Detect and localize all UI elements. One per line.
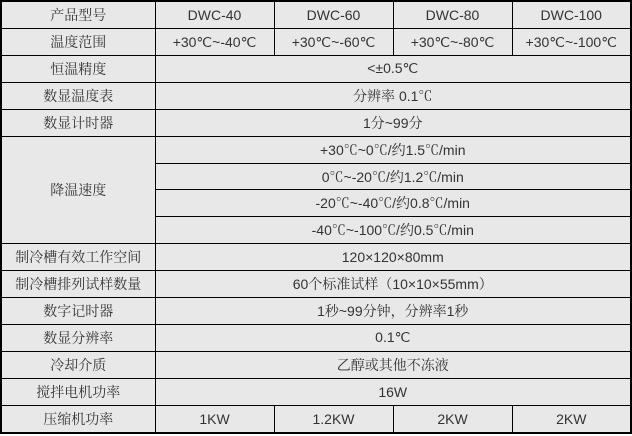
model-value-1: DWC-40	[155, 1, 274, 29]
cooling-speed-value-4: -40℃~-100℃/约0.5℃/min	[155, 217, 631, 244]
spec-label-timer-sec: 数字记时器	[1, 298, 155, 325]
spec-label-stir-power: 搅拌电机功率	[1, 378, 155, 405]
spec-label-timer-min: 数显计时器	[1, 109, 155, 136]
spec-label-compressor-power: 压缩机功率	[1, 405, 155, 433]
row-thermometer	[1, 82, 631, 109]
work-space-value: 120×120×80mm	[155, 244, 631, 271]
spec-label-sample-count: 制冷槽排列试样数量	[1, 271, 155, 298]
spec-label-product-model: 产品型号	[1, 1, 155, 29]
spec-label-accuracy: 恒温精度	[1, 55, 155, 82]
spec-label-cooling-speed: 降温速度	[1, 136, 155, 244]
spec-label-work-space: 制冷槽有效工作空间	[1, 244, 155, 271]
model-value-3: DWC-80	[393, 1, 512, 29]
compressor-power-value-1: 1KW	[155, 405, 274, 433]
spec-label-temp-range: 温度范围	[1, 29, 155, 56]
row-resolution	[1, 325, 631, 352]
timer-sec-value: 1秒~99分钟，分辨率1秒	[155, 298, 631, 325]
medium-value: 乙醇或其他不冻液	[155, 351, 631, 378]
sample-count-value: 60个标准试样（10×10×55mm）	[155, 271, 631, 298]
row-cooling-speed-1	[1, 136, 631, 163]
temp-range-value-3: +30℃~-80℃	[393, 29, 512, 56]
temp-range-value-4: +30℃~-100℃	[512, 29, 631, 56]
spec-label-resolution: 数显分辨率	[1, 325, 155, 352]
row-stir-power	[1, 378, 631, 405]
row-compressor-power	[1, 405, 631, 433]
cooling-speed-value-2: 0℃~-20℃/约1.2℃/min	[155, 163, 631, 190]
timer-min-value: 1分~99分	[155, 109, 631, 136]
row-sample-count	[1, 271, 631, 298]
row-product-model	[1, 1, 631, 29]
model-value-2: DWC-60	[274, 1, 393, 29]
row-accuracy	[1, 55, 631, 82]
compressor-power-value-2: 1.2KW	[274, 405, 393, 433]
temp-range-value-1: +30℃~-40℃	[155, 29, 274, 56]
accuracy-value: <±0.5℃	[155, 55, 631, 82]
resolution-value: 0.1℃	[155, 325, 631, 352]
compressor-power-value-4: 2KW	[512, 405, 631, 433]
row-timer-sec	[1, 298, 631, 325]
cooling-speed-value-1: +30℃~0℃/约1.5℃/min	[155, 136, 631, 163]
row-timer-min	[1, 109, 631, 136]
stir-power-value: 16W	[155, 378, 631, 405]
temp-range-value-2: +30℃~-60℃	[274, 29, 393, 56]
spec-label-medium: 冷却介质	[1, 351, 155, 378]
spec-label-thermometer: 数显温度表	[1, 82, 155, 109]
thermometer-value: 分辨率 0.1℃	[155, 82, 631, 109]
row-temp-range	[1, 29, 631, 56]
cooling-speed-value-3: -20℃~-40℃/约0.8℃/min	[155, 190, 631, 217]
compressor-power-value-3: 2KW	[393, 405, 512, 433]
model-value-4: DWC-100	[512, 1, 631, 29]
row-medium	[1, 351, 631, 378]
row-work-space	[1, 244, 631, 271]
